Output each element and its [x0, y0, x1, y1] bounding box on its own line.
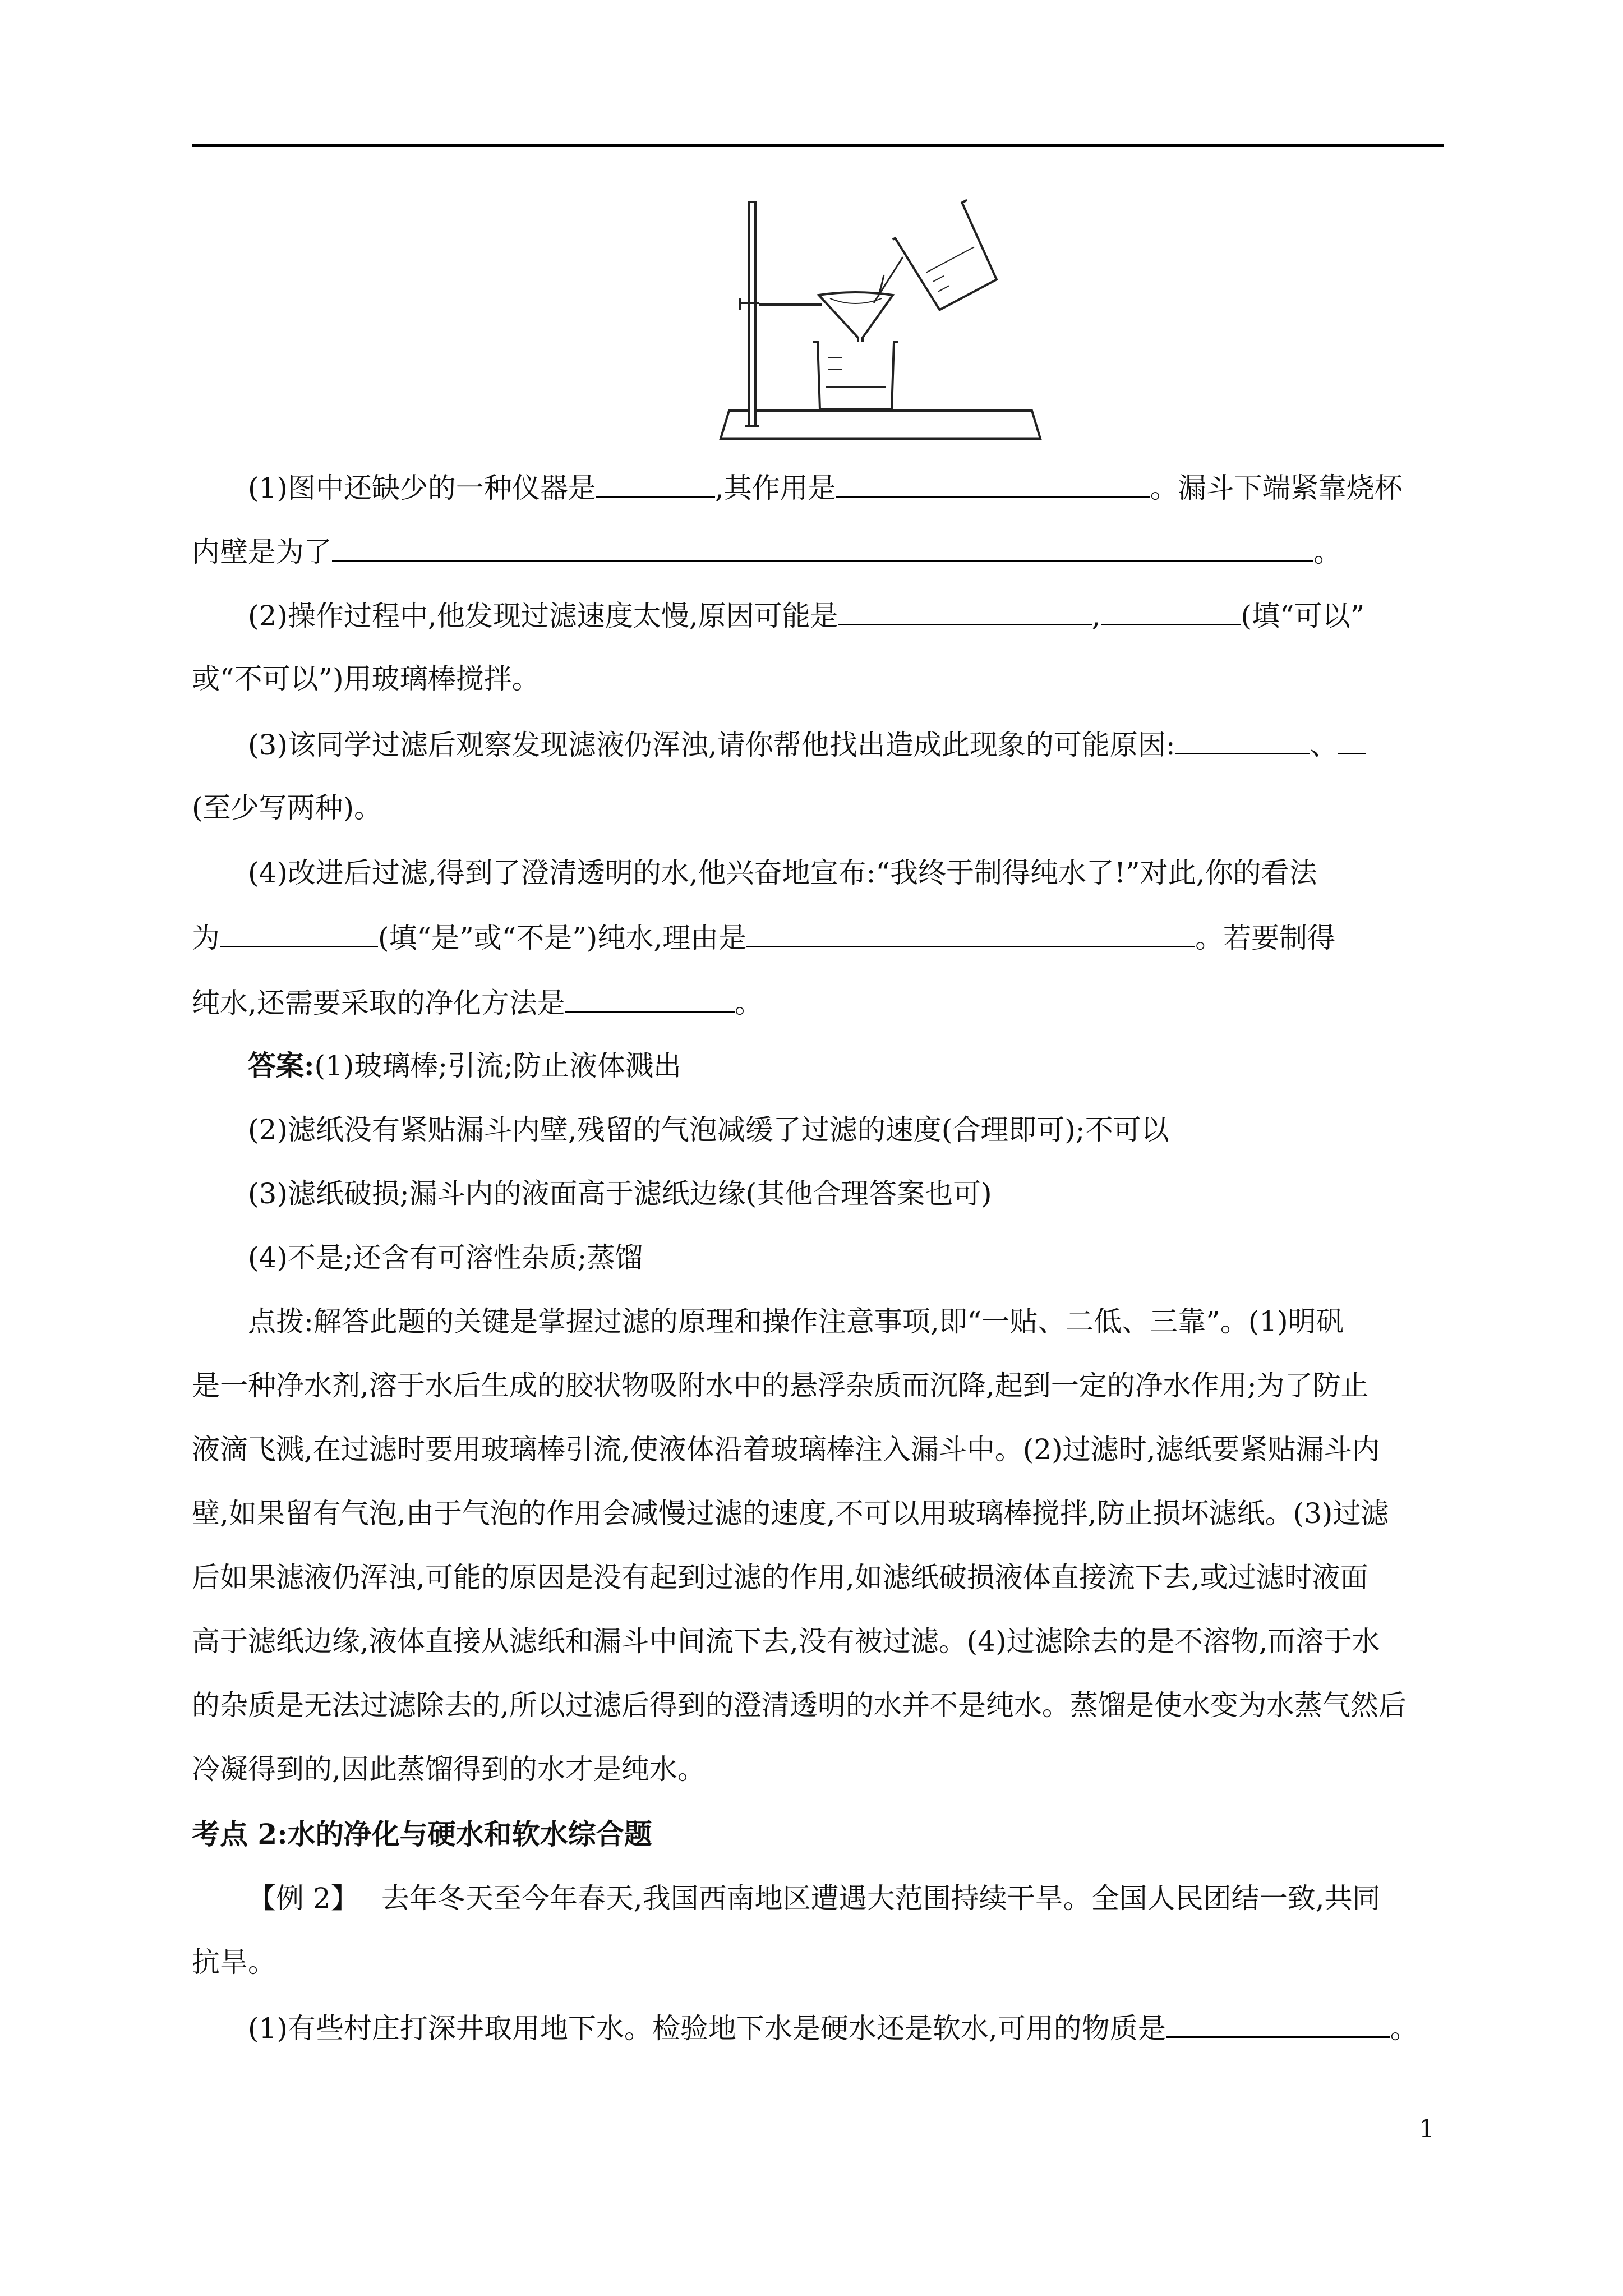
hint-line: 液滴飞溅,在过滤时要用玻璃棒引流,使液体沿着玻璃棒注入漏斗中。(2)过滤时,滤纸要紧贴漏斗内 [192, 1433, 1380, 1466]
answer-blank [1338, 727, 1366, 754]
question-3-line-2 [192, 791, 382, 825]
answer-blank [746, 920, 1195, 947]
answer-label: 答案: [248, 1049, 315, 1082]
answer-text: (3)滤纸破损;漏斗内的液面高于滤纸边缘(其他合理答案也可) [248, 1177, 992, 1210]
filtration-apparatus-figure [718, 191, 1043, 449]
question-1-text: 。 [1313, 536, 1341, 568]
hint-line: 高于滤纸边缘,液体直接从滤纸和漏斗中间流下去,没有被过滤。(4)过滤除去的是不溶物,而溶于水 [192, 1625, 1380, 1658]
answer-text: (2)滤纸没有紧贴漏斗内壁,残留的气泡减缓了过滤的速度(合理即可);不可以 [248, 1114, 1169, 1146]
question-1-text: (1)图中还缺少的一种仪器是 [248, 472, 596, 504]
example-2-question-text: 。 [1390, 2012, 1418, 2045]
answer-blank [1166, 2010, 1390, 2038]
answer-blank [220, 920, 378, 947]
page-number: 1 [1419, 2115, 1435, 2143]
question-1-line-2 [192, 534, 1341, 569]
example-label: 【例 2】 [248, 1882, 359, 1915]
hint-line: 壁,如果留有气泡,由于气泡的作用会减慢过滤的速度,不可以用玻璃棒搅拌,防止损坏滤纸。(3)过滤 [192, 1497, 1389, 1530]
question-3-text: (3)该同学过滤后观察发现滤液仍浑浊,请你帮他找出造成此现象的可能原因: [248, 729, 1175, 761]
question-2-line-2 [192, 662, 540, 696]
answer-blank [1175, 727, 1310, 754]
question-4-line-2 [192, 920, 1335, 955]
question-1-line-1 [248, 470, 1403, 505]
answer-blank [836, 470, 1150, 498]
question-3-text: (至少写两种)。 [192, 792, 382, 824]
answer-line-4 [248, 1241, 643, 1274]
answer-text: (1)玻璃棒;引流;防止液体溅出 [314, 1050, 681, 1082]
header-rule [192, 144, 1444, 147]
question-2-text: (填“可以” [1241, 600, 1365, 632]
question-1-text: ,其作用是 [714, 472, 836, 504]
hint-line: 点拨:解答此题的关键是掌握过滤的原理和操作注意事项,即“一贴、二低、三靠”。(1)明矾 [248, 1305, 1344, 1338]
stand-base [721, 411, 1040, 439]
question-4-text: (4)改进后过滤,得到了澄清透明的水,他兴奋地宣布:“我终于制得纯水了!”对此,你的看法 [248, 857, 1317, 889]
hint-line: 后如果滤液仍浑浊,可能的原因是没有起到过滤的作用,如滤纸破损液体直接流下去,或过滤时液面 [192, 1561, 1368, 1594]
answer-blank [1101, 598, 1241, 625]
answer-text: (4)不是;还含有可溶性杂质;蒸馏 [248, 1241, 643, 1274]
question-4-text: 为 [192, 922, 220, 954]
question-4-text: 。若要制得 [1195, 922, 1336, 954]
question-4-line-3 [192, 985, 763, 1020]
hint-line: 的杂质是无法过滤除去的,所以过滤后得到的澄清透明的水并不是纯水。蒸馏是使水变为水蒸气然后 [192, 1689, 1407, 1722]
answer-blank [565, 985, 735, 1013]
section-title: 考点 2:水的净化与硬水和软水综合题 [192, 1818, 652, 1851]
question-3-line-1 [248, 727, 1366, 762]
question-2-text: 或“不可以”)用玻璃棒搅拌。 [192, 662, 540, 695]
example-2-question-1 [248, 2010, 1418, 2045]
hint-line: 冷凝得到的,因此蒸馏得到的水才是纯水。 [192, 1753, 706, 1786]
stand-rod [749, 202, 755, 426]
question-4-text: 纯水,还需要采取的净化方法是 [192, 987, 565, 1019]
question-4-text: 。 [734, 987, 763, 1019]
hint-line: 是一种净水剂,溶于水后生成的胶状物吸附水中的悬浮杂质而沉降,起到一定的净水作用;为了防止 [192, 1369, 1369, 1402]
question-2-line-1 [248, 598, 1364, 633]
example-2-text: 去年冬天至今年春天,我国西南地区遭遇大范围持续干旱。全国人民团结一致,共同 [381, 1882, 1381, 1915]
example-2-question-text: (1)有些村庄打深井取用地下水。检验地下水是硬水还是软水,可用的物质是 [248, 2012, 1166, 2045]
answer-line-3 [248, 1177, 992, 1211]
receiving-beaker [813, 342, 898, 409]
question-4-line-1 [248, 856, 1317, 890]
example-2-line-1 [248, 1881, 1381, 1915]
question-1-text: 。漏斗下端紧靠烧杯 [1150, 472, 1403, 504]
answer-blank [596, 470, 715, 498]
answer-line-1 [248, 1049, 681, 1083]
answer-blank [332, 534, 1313, 562]
question-4-text: (填“是”或“不是”)纯水,理由是 [378, 922, 747, 954]
example-2-line-2 [192, 1945, 276, 1979]
example-2-text: 抗旱。 [192, 1946, 276, 1978]
answer-line-2 [248, 1113, 1169, 1147]
question-2-text: (2)操作过程中,他发现过滤速度太慢,原因可能是 [248, 600, 838, 632]
question-3-text: 、 [1310, 729, 1338, 761]
question-1-text: 内壁是为了 [192, 536, 332, 568]
answer-blank [838, 598, 1092, 625]
question-2-text: , [1091, 600, 1101, 632]
pouring-beaker [893, 200, 1007, 314]
